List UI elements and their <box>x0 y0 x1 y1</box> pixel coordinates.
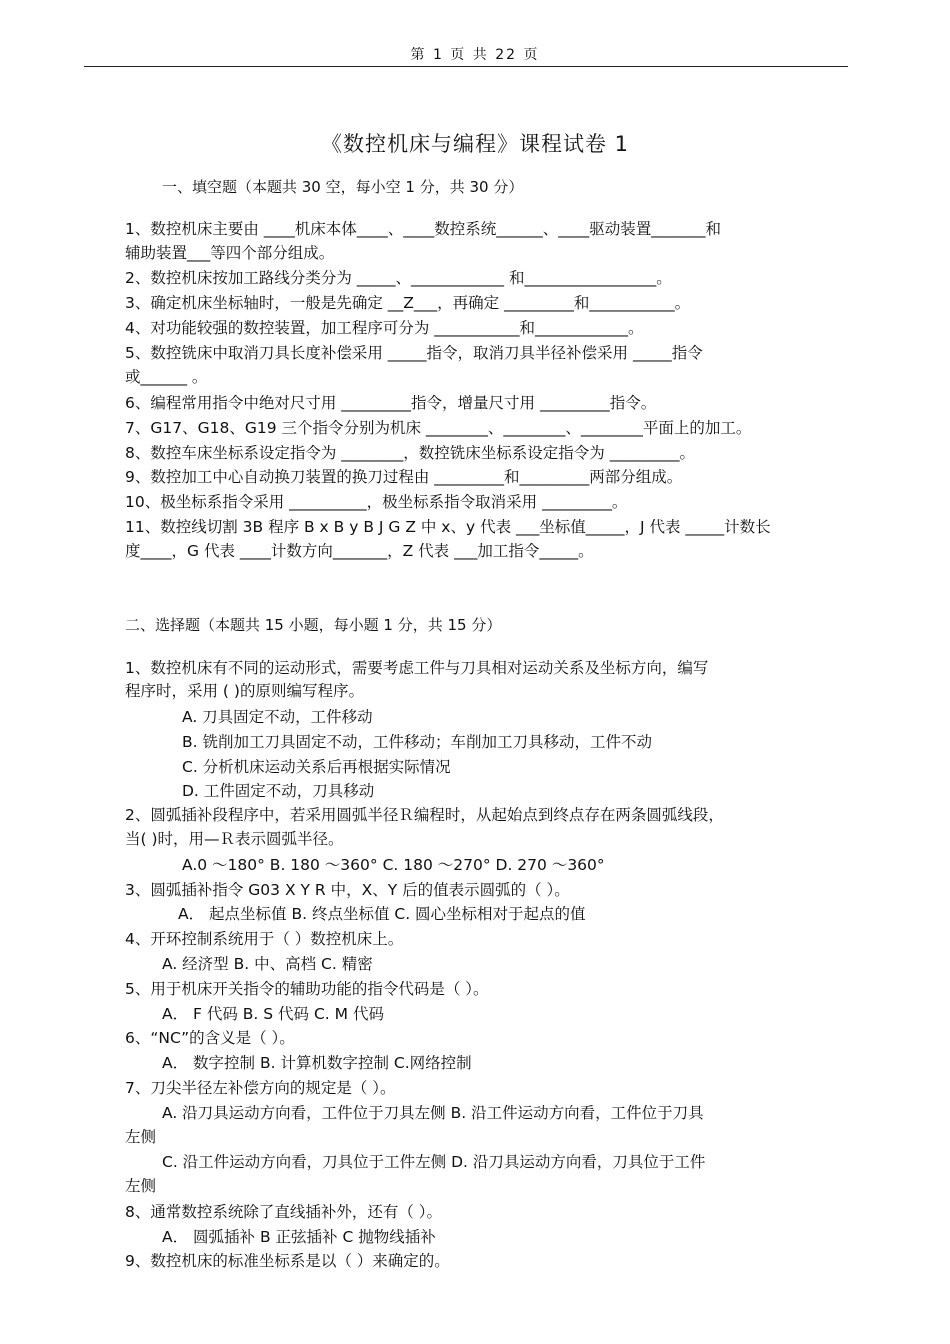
fill-line-1: 1、数控机床主要由 ____机床本体____、____数控系统______、____驱动装置_______和 <box>125 220 722 238</box>
exam-title: 《数控机床与编程》课程试卷 1 <box>320 132 630 156</box>
fill-line-4: 3、确定机床坐标轴时，一般是先确定 __Z___，再确定 _________和___________。 <box>125 294 691 312</box>
fill-line-13: 11、数控线切割 3B 程序 B x B y B J G Z 中 x、y 代表 ___坐标值_____，J 代表 _____计数长 <box>125 518 771 536</box>
choice-line-10: 3、圆弧插补指令 G03 X Y R 中，X、Y 后的值表示圆弧的（ ）。 <box>125 881 570 899</box>
choice-line-6: D. 工件固定不动，刀具移动 <box>182 782 375 800</box>
choice-line-1: 1、数控机床有不同的运动形式，需要考虑工件与刀具相对运动关系及坐标方向，编写 <box>125 659 709 677</box>
choice-line-21: C. 沿工件运动方向看，刀具位于工件左侧 D. 沿刀具运动方向看，刀具位于工件 <box>162 1153 706 1171</box>
choice-line-25: 9、数控机床的标准坐标系是以（ ）来确定的。 <box>125 1252 450 1270</box>
choice-line-13: A. 经济型 B. 中、高档 C. 精密 <box>162 955 373 973</box>
page-number-header: 第 1 页 共 22 页 <box>410 47 540 63</box>
choice-line-9: A.0 ～180° B. 180 ～360° C. 180 ～270° D. 270 ～360° <box>182 856 605 874</box>
choice-line-24: A． 圆弧插补 B 正弦插补 C 抛物线插补 <box>162 1228 436 1246</box>
section2-heading: 二、选择题（本题共 15 小题，每小题 1 分，共 15 分） <box>125 616 502 634</box>
fill-line-11: 9、数控加工中心自动换刀装置的换刀过程由 _________和_________两部分组成。 <box>125 468 683 486</box>
choice-line-22: 左侧 <box>125 1177 157 1195</box>
choice-line-20: 左侧 <box>125 1128 157 1146</box>
fill-line-6: 5、数控铣床中取消刀具长度补偿采用 _____指令，取消刀具半径补偿采用 _____指令 <box>125 344 703 362</box>
choice-line-8: 当( )时，用—Ｒ表示圆弧半径。 <box>125 830 344 848</box>
fill-line-5: 4、对功能较强的数控装置，加工程序可分为 ___________和____________。 <box>125 319 644 337</box>
choice-line-11: A． 起点坐标值 B. 终点坐标值 C. 圆心坐标相对于起点的值 <box>178 905 586 923</box>
fill-line-10: 8、数控车床坐标系设定指令为 ________，数控铣床坐标系设定指令为 _________。 <box>125 444 695 462</box>
fill-line-2: 辅助装置___等四个部分组成。 <box>125 244 335 262</box>
choice-line-7: 2、圆弧插补段程序中，若采用圆弧半径Ｒ编程时，从起始点到终点存在两条圆弧线段， <box>125 806 724 824</box>
choice-line-16: 6、“NC”的含义是（ ）。 <box>125 1029 295 1047</box>
choice-line-5: C. 分析机床运动关系后再根据实际情况 <box>182 758 451 776</box>
fill-line-9: 7、G17、G18、G19 三个指令分别为机床 ________、________、________平面上的加工。 <box>125 419 752 437</box>
choice-line-18: 7、刀尖半径左补偿方向的规定是（ ）。 <box>125 1079 396 1097</box>
fill-line-3: 2、数控机床按加工路线分类分为 _____、____________ 和_________________。 <box>125 269 672 287</box>
choice-line-23: 8、通常数控系统除了直线插补外，还有（ ）。 <box>125 1203 443 1221</box>
fill-line-8: 6、编程常用指令中绝对尺寸用 _________指令，增量尺寸用 _________指令。 <box>125 394 657 412</box>
choice-line-2: 程序时，采用 ( )的原则编写程序。 <box>125 682 364 700</box>
fill-line-14: 度____，G 代表 ____计数方向_______，Z 代表 ___加工指令_____。 <box>125 542 594 560</box>
choice-line-12: 4、开环控制系统用于（ ）数控机床上。 <box>125 930 404 948</box>
choice-line-19: A. 沿刀具运动方向看，工件位于刀具左侧 B. 沿工件运动方向看，工件位于刀具 <box>162 1104 704 1122</box>
choice-line-15: A． F 代码 B. S 代码 C. M 代码 <box>162 1005 384 1023</box>
choice-line-4: B. 铣削加工刀具固定不动，工件移动；车削加工刀具移动，工件不动 <box>182 733 652 751</box>
fill-line-7: 或______ 。 <box>125 368 208 386</box>
choice-line-14: 5、用于机床开关指令的辅助功能的指令代码是（ ）。 <box>125 980 489 998</box>
fill-line-12: 10、极坐标系指令采用 __________，极坐标系指令取消采用 _________。 <box>125 493 628 511</box>
header-divider <box>84 66 848 67</box>
choice-line-17: A． 数字控制 B. 计算机数字控制 C.网络控制 <box>162 1054 472 1072</box>
section1-heading: 一、填空题（本题共 30 空，每小空 1 分，共 30 分） <box>162 178 524 196</box>
choice-line-3: A. 刀具固定不动，工件移动 <box>182 708 373 726</box>
